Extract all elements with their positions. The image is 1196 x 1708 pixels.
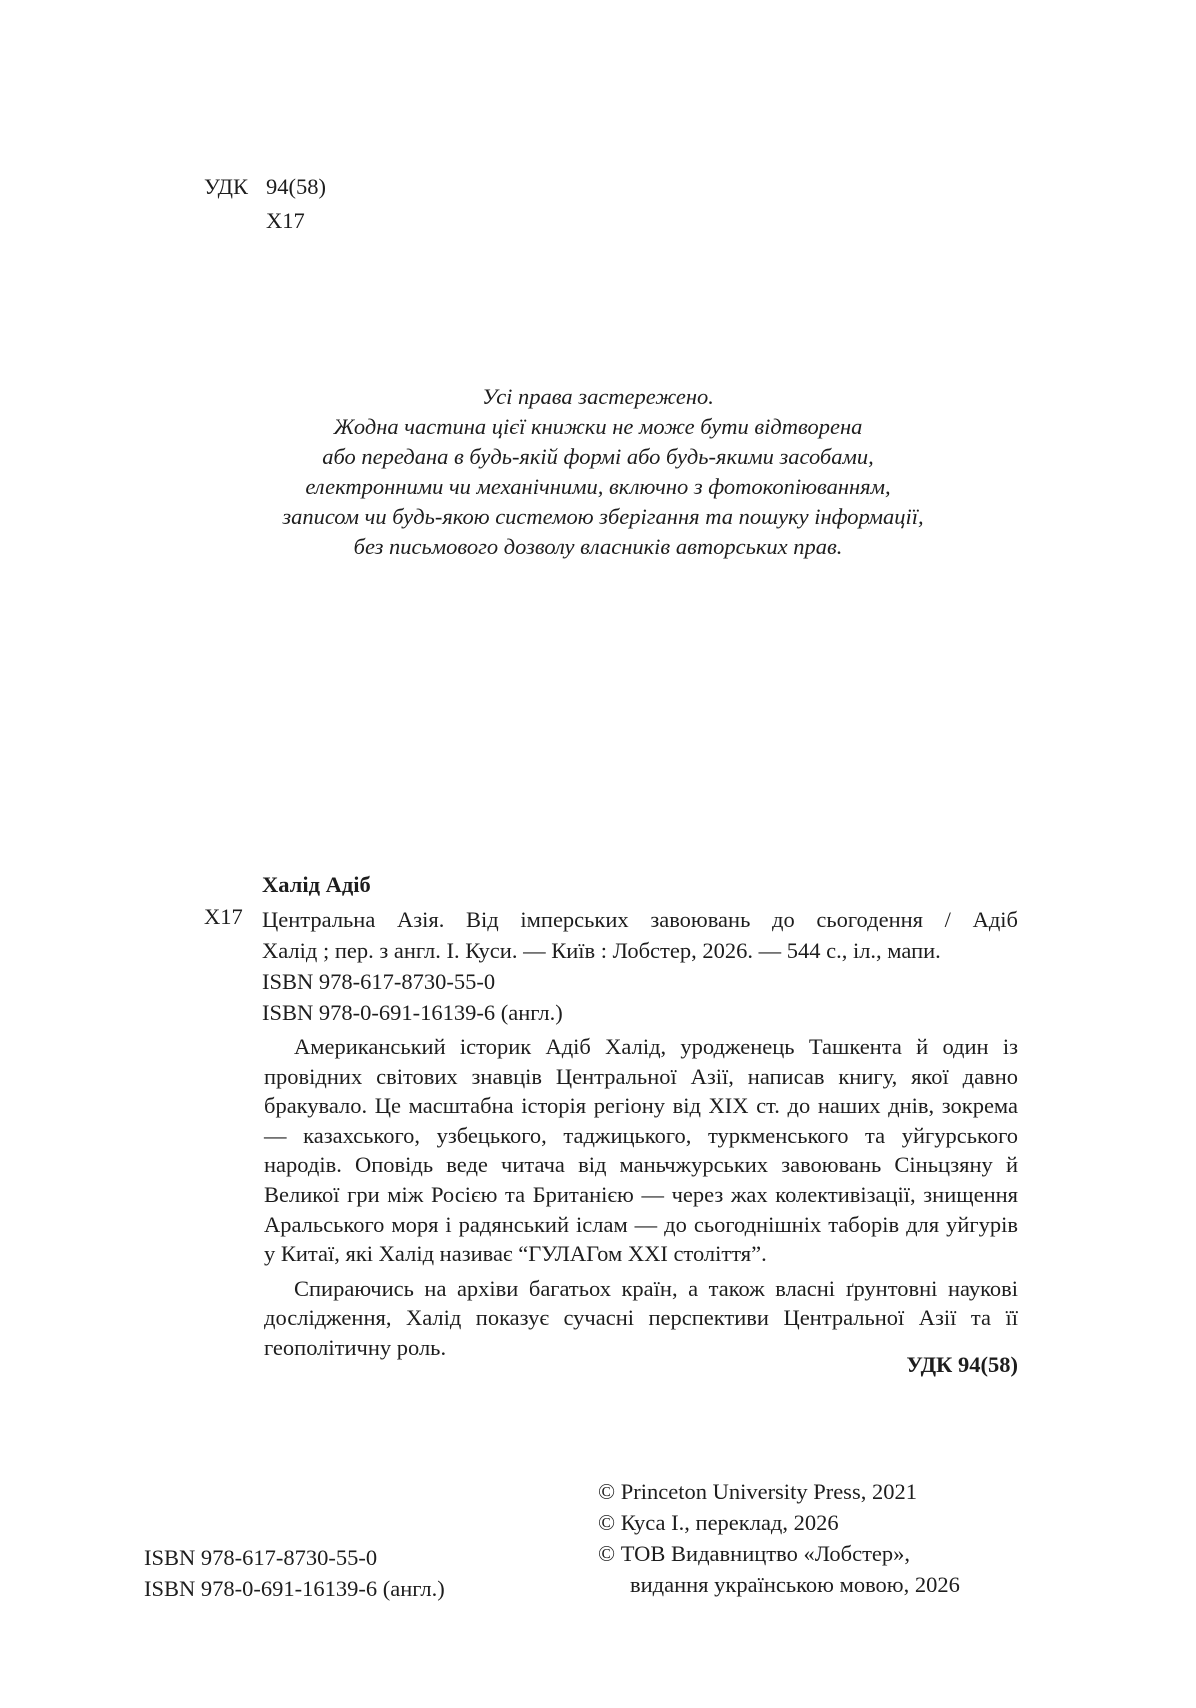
rights-line: Жодна частина цієї книжки не може бути відтворена (333, 414, 863, 439)
catalog-title-line: Халід ; пер. з англ. І. Куси. — Київ : Лобстер, 2026. — 544 с., іл., мапи. (262, 938, 941, 963)
catalog-description (262, 904, 1018, 1028)
annotation-paragraph: Американський історик Адіб Халід, уродженець Ташкента й один із провідних світових знавців Центральної Азії, написав книгу, якої давно бракувало. Це масштабна історія регіону від XIX ст. до наших днів, зокрема — казахського, узбецького, таджицького, туркменського та уйгурського народів. Оповідь веде читача від маньчжурських завоювань Сіньцзяну й Великої гри між Росією та Британією — через жах колективізації, знищення Аральського моря і радянський іслам — до сьогоднішніх таборів для уйгурів у Китаї, які Халід називає “ГУЛАГом XXI століття”. (264, 1034, 1018, 1267)
catalog-author: Халід Адіб (262, 872, 371, 897)
annotation (264, 1032, 1018, 1363)
rights-line: Усі права застережено. (482, 384, 714, 409)
catalog-isbn: ISBN 978-617-8730-55-0 (262, 969, 496, 994)
udk-code: 94(58) (266, 174, 326, 199)
catalog-isbn: ISBN 978-0-691-16139-6 (англ.) (262, 1000, 563, 1025)
catalog-title-line: Центральна Азія. Від імперських завоювань до сьогодення / Адіб (262, 907, 1018, 932)
annotation-paragraph: Спираючись на архіви багатьох країн, а також власні ґрунтовні наукові дослідження, Халід показує сучасні перспективи Центральної Азії та її геополітичну роль. (264, 1275, 1018, 1360)
isbn-line: ISBN 978-0-691-16139-6 (англ.) (144, 1576, 445, 1601)
rights-line: електронними чи механічними, включно з фотокопіюванням, (305, 474, 891, 499)
copyright-block (598, 1476, 960, 1600)
copyright-line: © Куса І., переклад, 2026 (598, 1510, 839, 1535)
isbn-line: ISBN 978-617-8730-55-0 (144, 1545, 378, 1570)
copyright-line: © ТОВ Видавництво «Лобстер», (598, 1541, 911, 1566)
rights-line: або передана в будь-якій формі або будь-якими засобами, (322, 444, 874, 469)
rights-line: без письмового дозволу власників авторських прав. (353, 534, 843, 559)
rights-notice (0, 382, 1196, 562)
isbn-block (144, 1542, 445, 1604)
author-mark: Х17 (266, 208, 305, 233)
copyright-line: © Princeton University Press, 2021 (598, 1479, 917, 1504)
udk-label: УДК (204, 174, 249, 199)
rights-line: записом чи будь-якою системою зберігання та пошуку інформації, (282, 504, 924, 529)
copyright-line: видання українською мовою, 2026 (630, 1572, 960, 1597)
catalog-author-mark: Х17 (204, 904, 243, 929)
udk-footer: УДК 94(58) (906, 1352, 1018, 1377)
